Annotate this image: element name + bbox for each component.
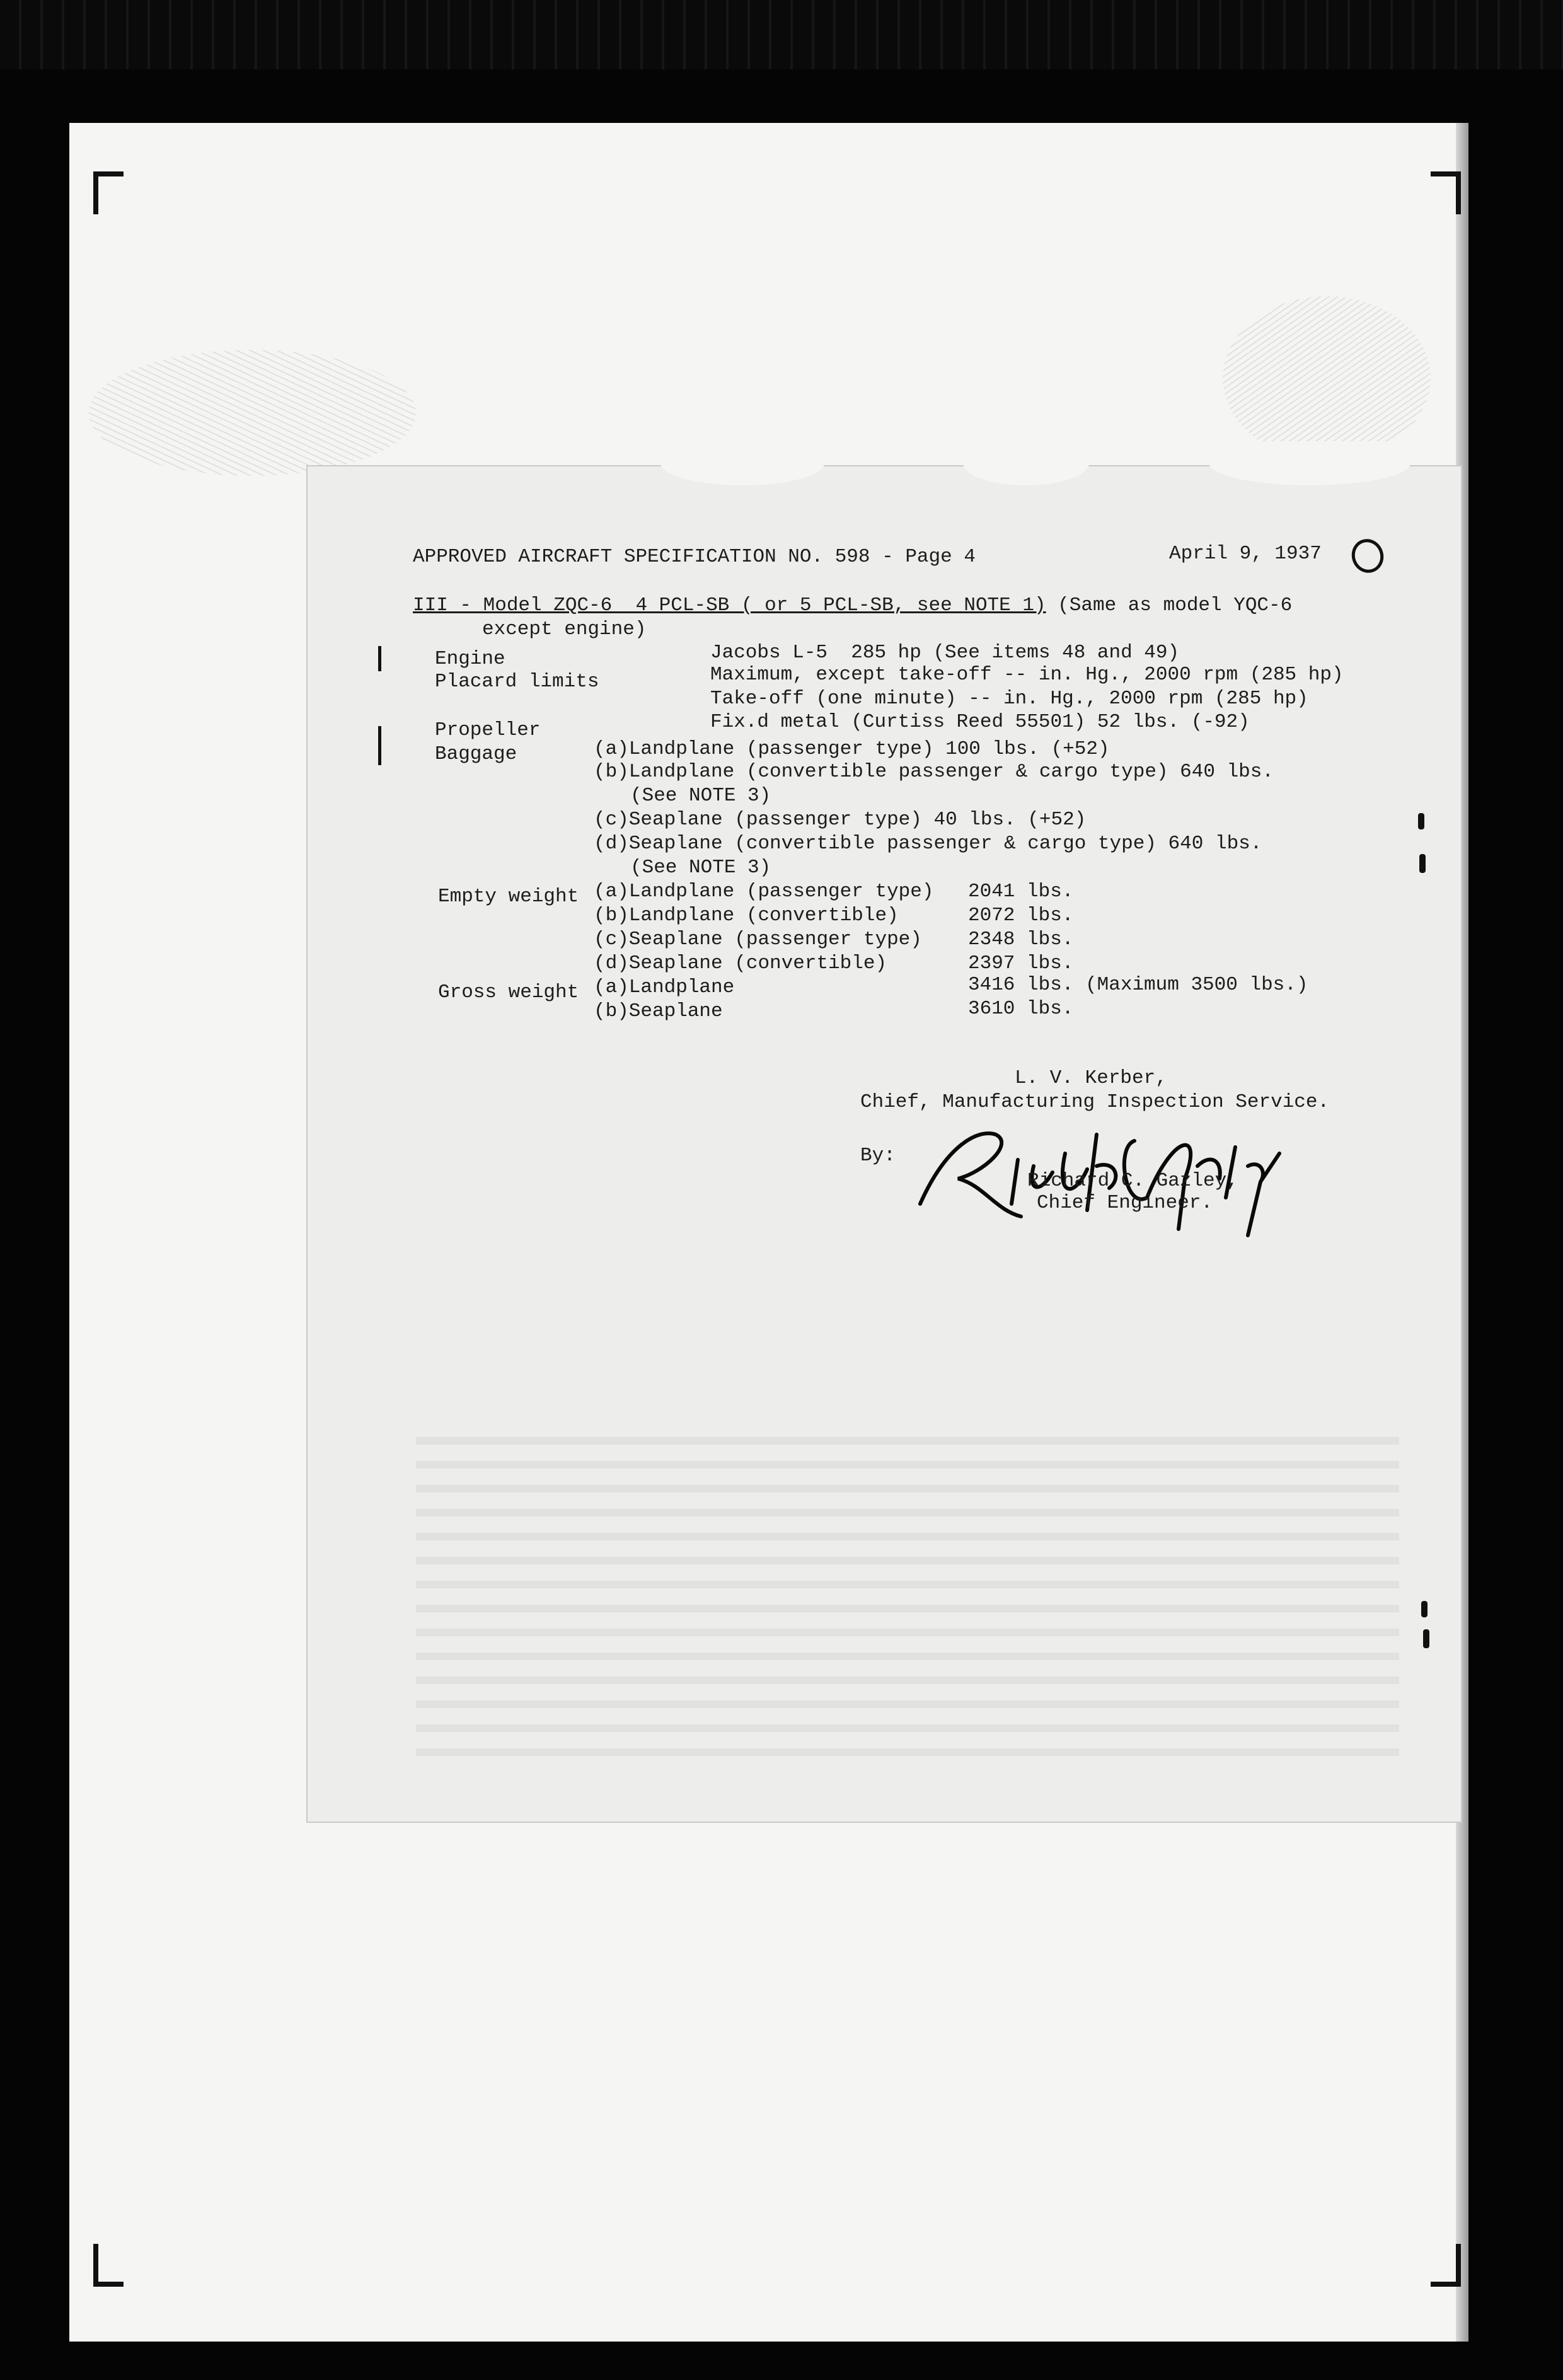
torn-edge bbox=[1209, 441, 1410, 485]
baggage-note: (See NOTE 3) bbox=[630, 785, 771, 807]
baggage-item: (c)Seaplane (passenger type) 40 lbs. (+52) bbox=[594, 809, 1087, 831]
baggage-note: (See NOTE 3) bbox=[630, 857, 771, 879]
revision-bar bbox=[378, 646, 381, 671]
corner-mark-top-left bbox=[93, 171, 124, 214]
model-heading-underlined: III - Model ZQC-6 4 PCL-SB ( or 5 PCL-SB, see NOTE 1) bbox=[413, 594, 1046, 616]
baggage-item: (b)Landplane (convertible passenger & cargo type) 640 lbs. bbox=[594, 761, 1274, 783]
placard-label: Placard limits bbox=[435, 671, 599, 693]
corner-mark-bottom-left bbox=[93, 2244, 124, 2287]
signatory-name: L. V. Kerber, bbox=[1015, 1067, 1167, 1089]
margin-mark bbox=[1418, 813, 1424, 829]
empty-weight-item: (a)Landplane (passenger type) bbox=[594, 881, 934, 903]
corner-mark-top-right bbox=[1431, 171, 1461, 214]
signer-title: Chief Engineer. bbox=[1037, 1192, 1213, 1214]
empty-weight-item: (c)Seaplane (passenger type) bbox=[594, 928, 922, 950]
show-through-text bbox=[416, 1437, 1399, 1765]
propeller-label: Propeller bbox=[435, 719, 541, 741]
engine-value: Jacobs L-5 285 hp (See items 48 and 49) bbox=[710, 642, 1180, 664]
signatory-title: Chief, Manufacturing Inspection Service. bbox=[860, 1091, 1330, 1113]
model-heading-rest: (Same as model YQC-6 bbox=[1046, 594, 1293, 616]
empty-weight-value: 2072 lbs. bbox=[968, 904, 1074, 927]
baggage-label: Baggage bbox=[435, 743, 517, 765]
empty-weight-value: 2041 lbs. bbox=[968, 881, 1074, 903]
margin-mark bbox=[1423, 1629, 1429, 1648]
margin-mark bbox=[1419, 854, 1426, 873]
baggage-item: (a)Landplane (passenger type) 100 lbs. (+52) bbox=[594, 738, 1110, 760]
torn-edge bbox=[660, 441, 824, 485]
empty-weight-value: 2348 lbs. bbox=[968, 928, 1074, 950]
fiber-residue-right bbox=[1223, 296, 1431, 460]
document-title: APPROVED AIRCRAFT SPECIFICATION NO. 598 - Page 4 bbox=[413, 546, 976, 568]
gross-weight-item: (a)Landplane bbox=[594, 976, 735, 998]
fiber-residue-left bbox=[88, 350, 416, 476]
placard-line-1: Maximum, except take-off -- in. Hg., 2000 rpm (285 hp) bbox=[710, 664, 1344, 686]
model-heading-continued: except engine) bbox=[482, 618, 647, 640]
film-edge-top bbox=[0, 0, 1563, 69]
model-heading bbox=[413, 594, 1292, 618]
gross-weight-label: Gross weight bbox=[438, 981, 579, 1003]
signed-by-label: By: bbox=[860, 1145, 896, 1167]
empty-weight-value: 2397 lbs. bbox=[968, 952, 1074, 974]
revision-bar bbox=[378, 726, 381, 765]
corner-mark-bottom-right bbox=[1431, 2244, 1461, 2287]
placard-line-2: Take-off (one minute) -- in. Hg., 2000 rpm (285 hp) bbox=[710, 688, 1308, 710]
signer-name: Richard C. Gazley, bbox=[1027, 1170, 1238, 1192]
margin-mark bbox=[1421, 1601, 1427, 1617]
propeller-value: Fix.d metal (Curtiss Reed 55501) 52 lbs. (-92) bbox=[710, 711, 1250, 733]
gross-weight-value: 3610 lbs. bbox=[968, 998, 1074, 1020]
gross-weight-item: (b)Seaplane bbox=[594, 1000, 723, 1022]
empty-weight-label: Empty weight bbox=[438, 886, 579, 908]
document-date: April 9, 1937 bbox=[1169, 543, 1322, 565]
empty-weight-item: (b)Landplane (convertible) bbox=[594, 904, 899, 927]
baggage-item: (d)Seaplane (convertible passenger & cargo type) 640 lbs. bbox=[594, 833, 1262, 855]
empty-weight-item: (d)Seaplane (convertible) bbox=[594, 952, 887, 974]
gross-weight-value: 3416 lbs. (Maximum 3500 lbs.) bbox=[968, 974, 1308, 996]
engine-label: Engine bbox=[435, 648, 505, 670]
torn-edge bbox=[963, 441, 1089, 485]
